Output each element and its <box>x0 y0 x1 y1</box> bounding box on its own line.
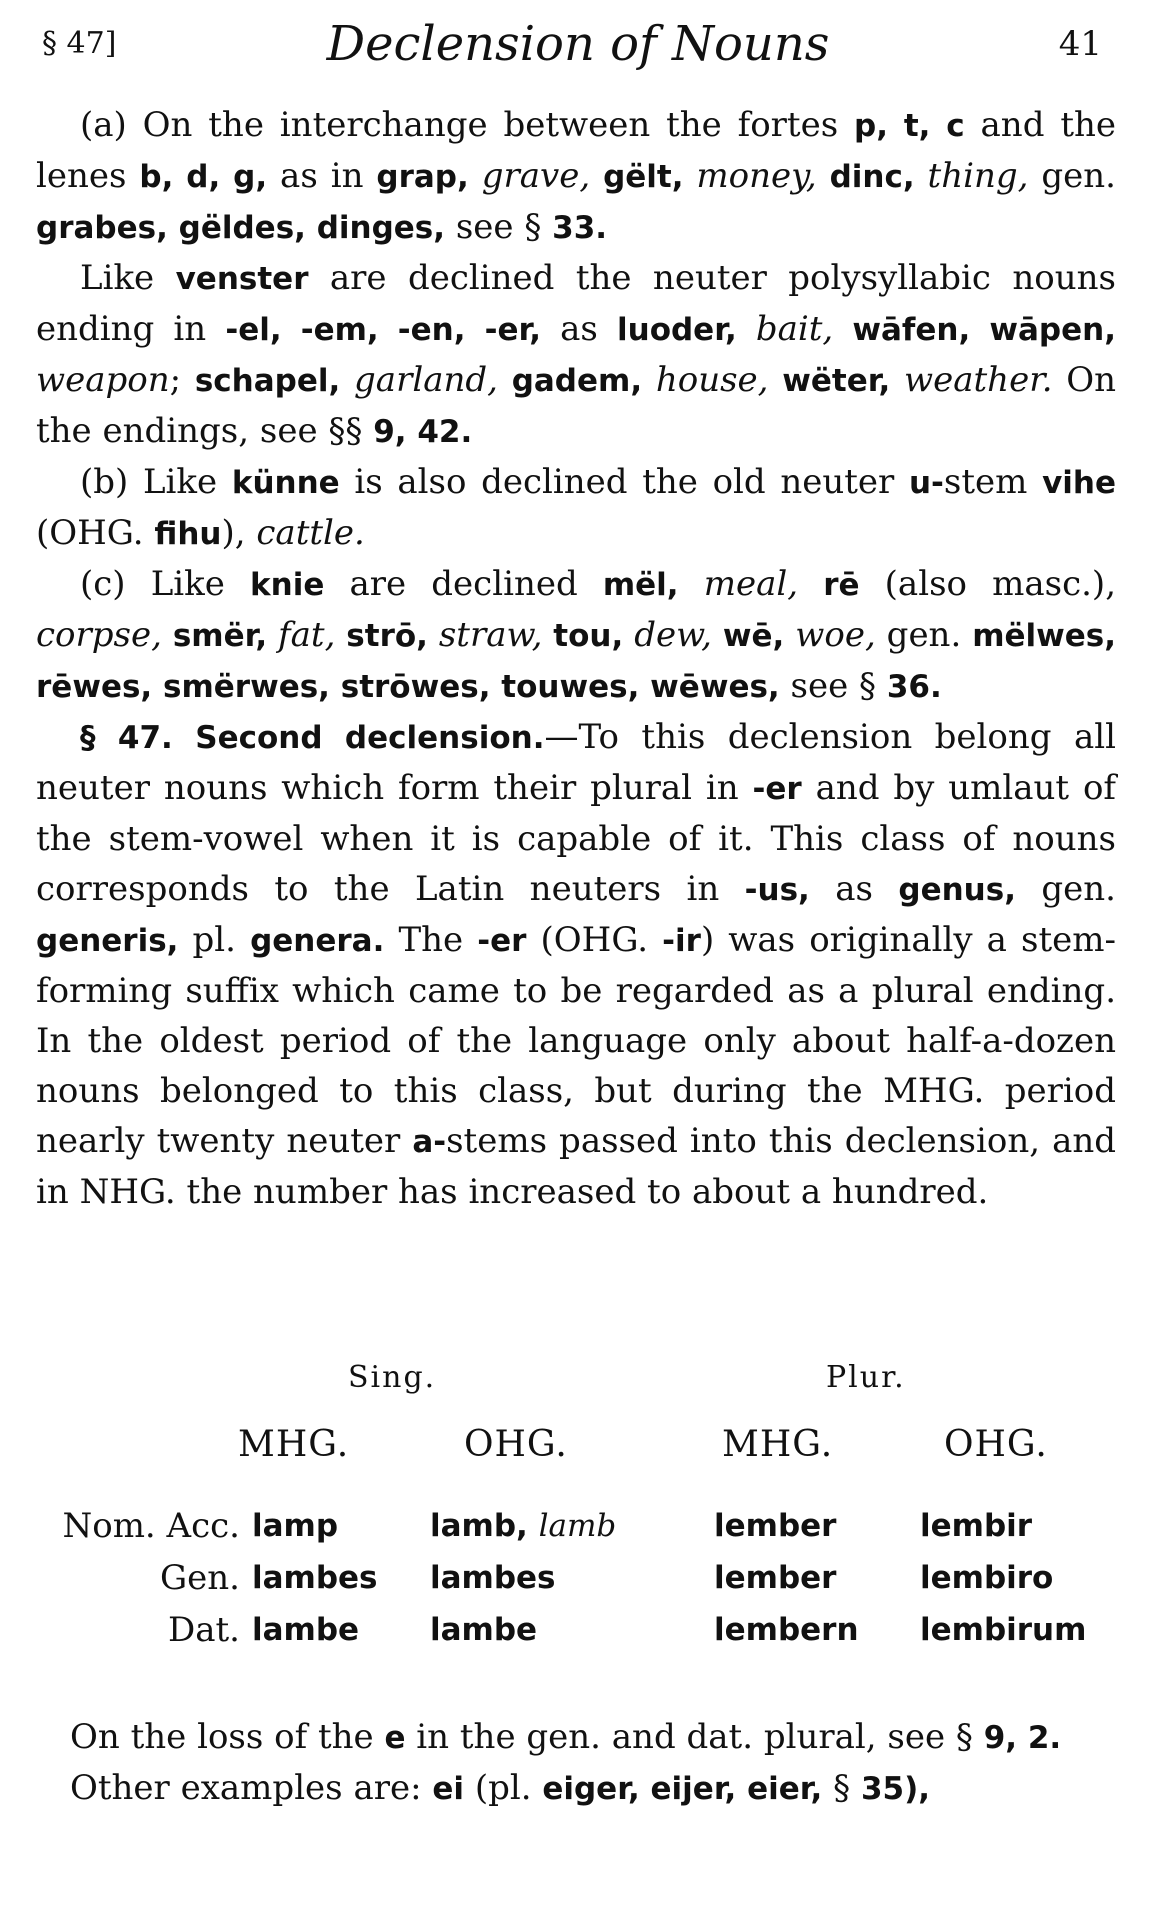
col-ohg-singular: OHG. <box>464 1424 568 1465</box>
running-title: Declension of Nouns <box>326 16 830 72</box>
mhg-singular-form: lamp <box>252 1508 339 1544</box>
ohg-plural-form: lembiro <box>920 1560 1054 1596</box>
col-mhg-singular: MHG. <box>238 1424 350 1465</box>
main-text <box>36 100 1116 1217</box>
column-headings <box>0 1424 1156 1484</box>
ohg-plural-form: lembirum <box>920 1612 1087 1648</box>
col-ohg-plural: OHG. <box>944 1424 1048 1465</box>
running-section-ref: § 47] <box>42 26 117 61</box>
number-headings <box>0 1360 1156 1416</box>
mhg-plural-form: lembern <box>714 1612 859 1648</box>
plural-heading: Plur. <box>826 1360 906 1395</box>
paragraph-other-examples: Other examples are: ei (pl. eiger, eijer, eier, § 35), <box>70 1768 931 1808</box>
col-mhg-plural: MHG. <box>722 1424 834 1465</box>
paragraph-a: (a) On the interchange between the fortes p, t, c and the lenes b, d, g, as in grap, grave, gëlt, money, dinc, thing, gen. grabes, gëldes, dinges, see § 33. <box>36 105 1116 247</box>
singular-heading: Sing. <box>348 1360 437 1395</box>
page-number: 41 <box>1058 24 1102 64</box>
ohg-singular-form: lambes <box>430 1560 556 1596</box>
ohg-singular-form: lambe <box>430 1612 538 1648</box>
section-47-heading: § 47. Second declension. <box>80 720 545 756</box>
mhg-singular-form: lambe <box>252 1612 360 1648</box>
paragraph-c: (c) Like knie are declined mël, meal, rē (also masc.), corpse, smër, fat, strō, straw, tou, dew, wē, woe, gen. mëlwes, rēwes, smërwes, strōwes, touwes, wēwes, see § 36. <box>36 564 1117 706</box>
declension-table <box>28 1500 1110 1656</box>
case-label: Nom. Acc. <box>62 1506 240 1546</box>
mhg-plural-form: lember <box>714 1508 837 1544</box>
gloss: lamb <box>538 1508 617 1544</box>
mhg-plural-form: lember <box>714 1560 837 1596</box>
case-label: Dat. <box>167 1610 240 1650</box>
paragraph-loss-of-e: On the loss of the e in the gen. and dat. plural, see § 9, 2. <box>70 1717 1062 1757</box>
case-label: Gen. <box>160 1558 240 1598</box>
paragraph-venster: Like venster are declined the neuter polysyllabic nouns ending in -el, -em, -en, -er, as luoder, bait, wāfen, wāpen, weapon; schapel, garland, gadem, house, wëter, weather. On the endings, see §§ 9, 42. <box>36 258 1117 451</box>
table-row <box>28 1604 1110 1656</box>
table-row <box>28 1552 1110 1604</box>
ohg-singular-form: lamb, lamb <box>430 1508 617 1544</box>
table-row <box>28 1500 1110 1552</box>
mhg-singular-form: lambes <box>252 1560 378 1596</box>
section-47-paragraph: § 47. Second declension.—To this declension belong all neuter nouns which form their plural in -er and by umlaut of the stem-vowel when it is capable of it. This class of nouns corresponds to the Latin neuters in -us, as genus, gen. generis, pl. genera. The -er (OHG. -ir) was originally a stem-forming suffix which came to be regarded as a plural ending. In the oldest period of the language only about half-a-dozen nouns belonged to this class, but during the MHG. period nearly twenty neuter a-stems passed into this declension, and in NHG. the number has increased to about a hundred. <box>36 717 1116 1212</box>
paragraph-b: (b) Like künne is also declined the old neuter u-stem vihe (OHG. fihu), cattle. <box>36 462 1117 553</box>
closing-text <box>24 1712 1116 1814</box>
ohg-plural-form: lembir <box>920 1508 1033 1544</box>
